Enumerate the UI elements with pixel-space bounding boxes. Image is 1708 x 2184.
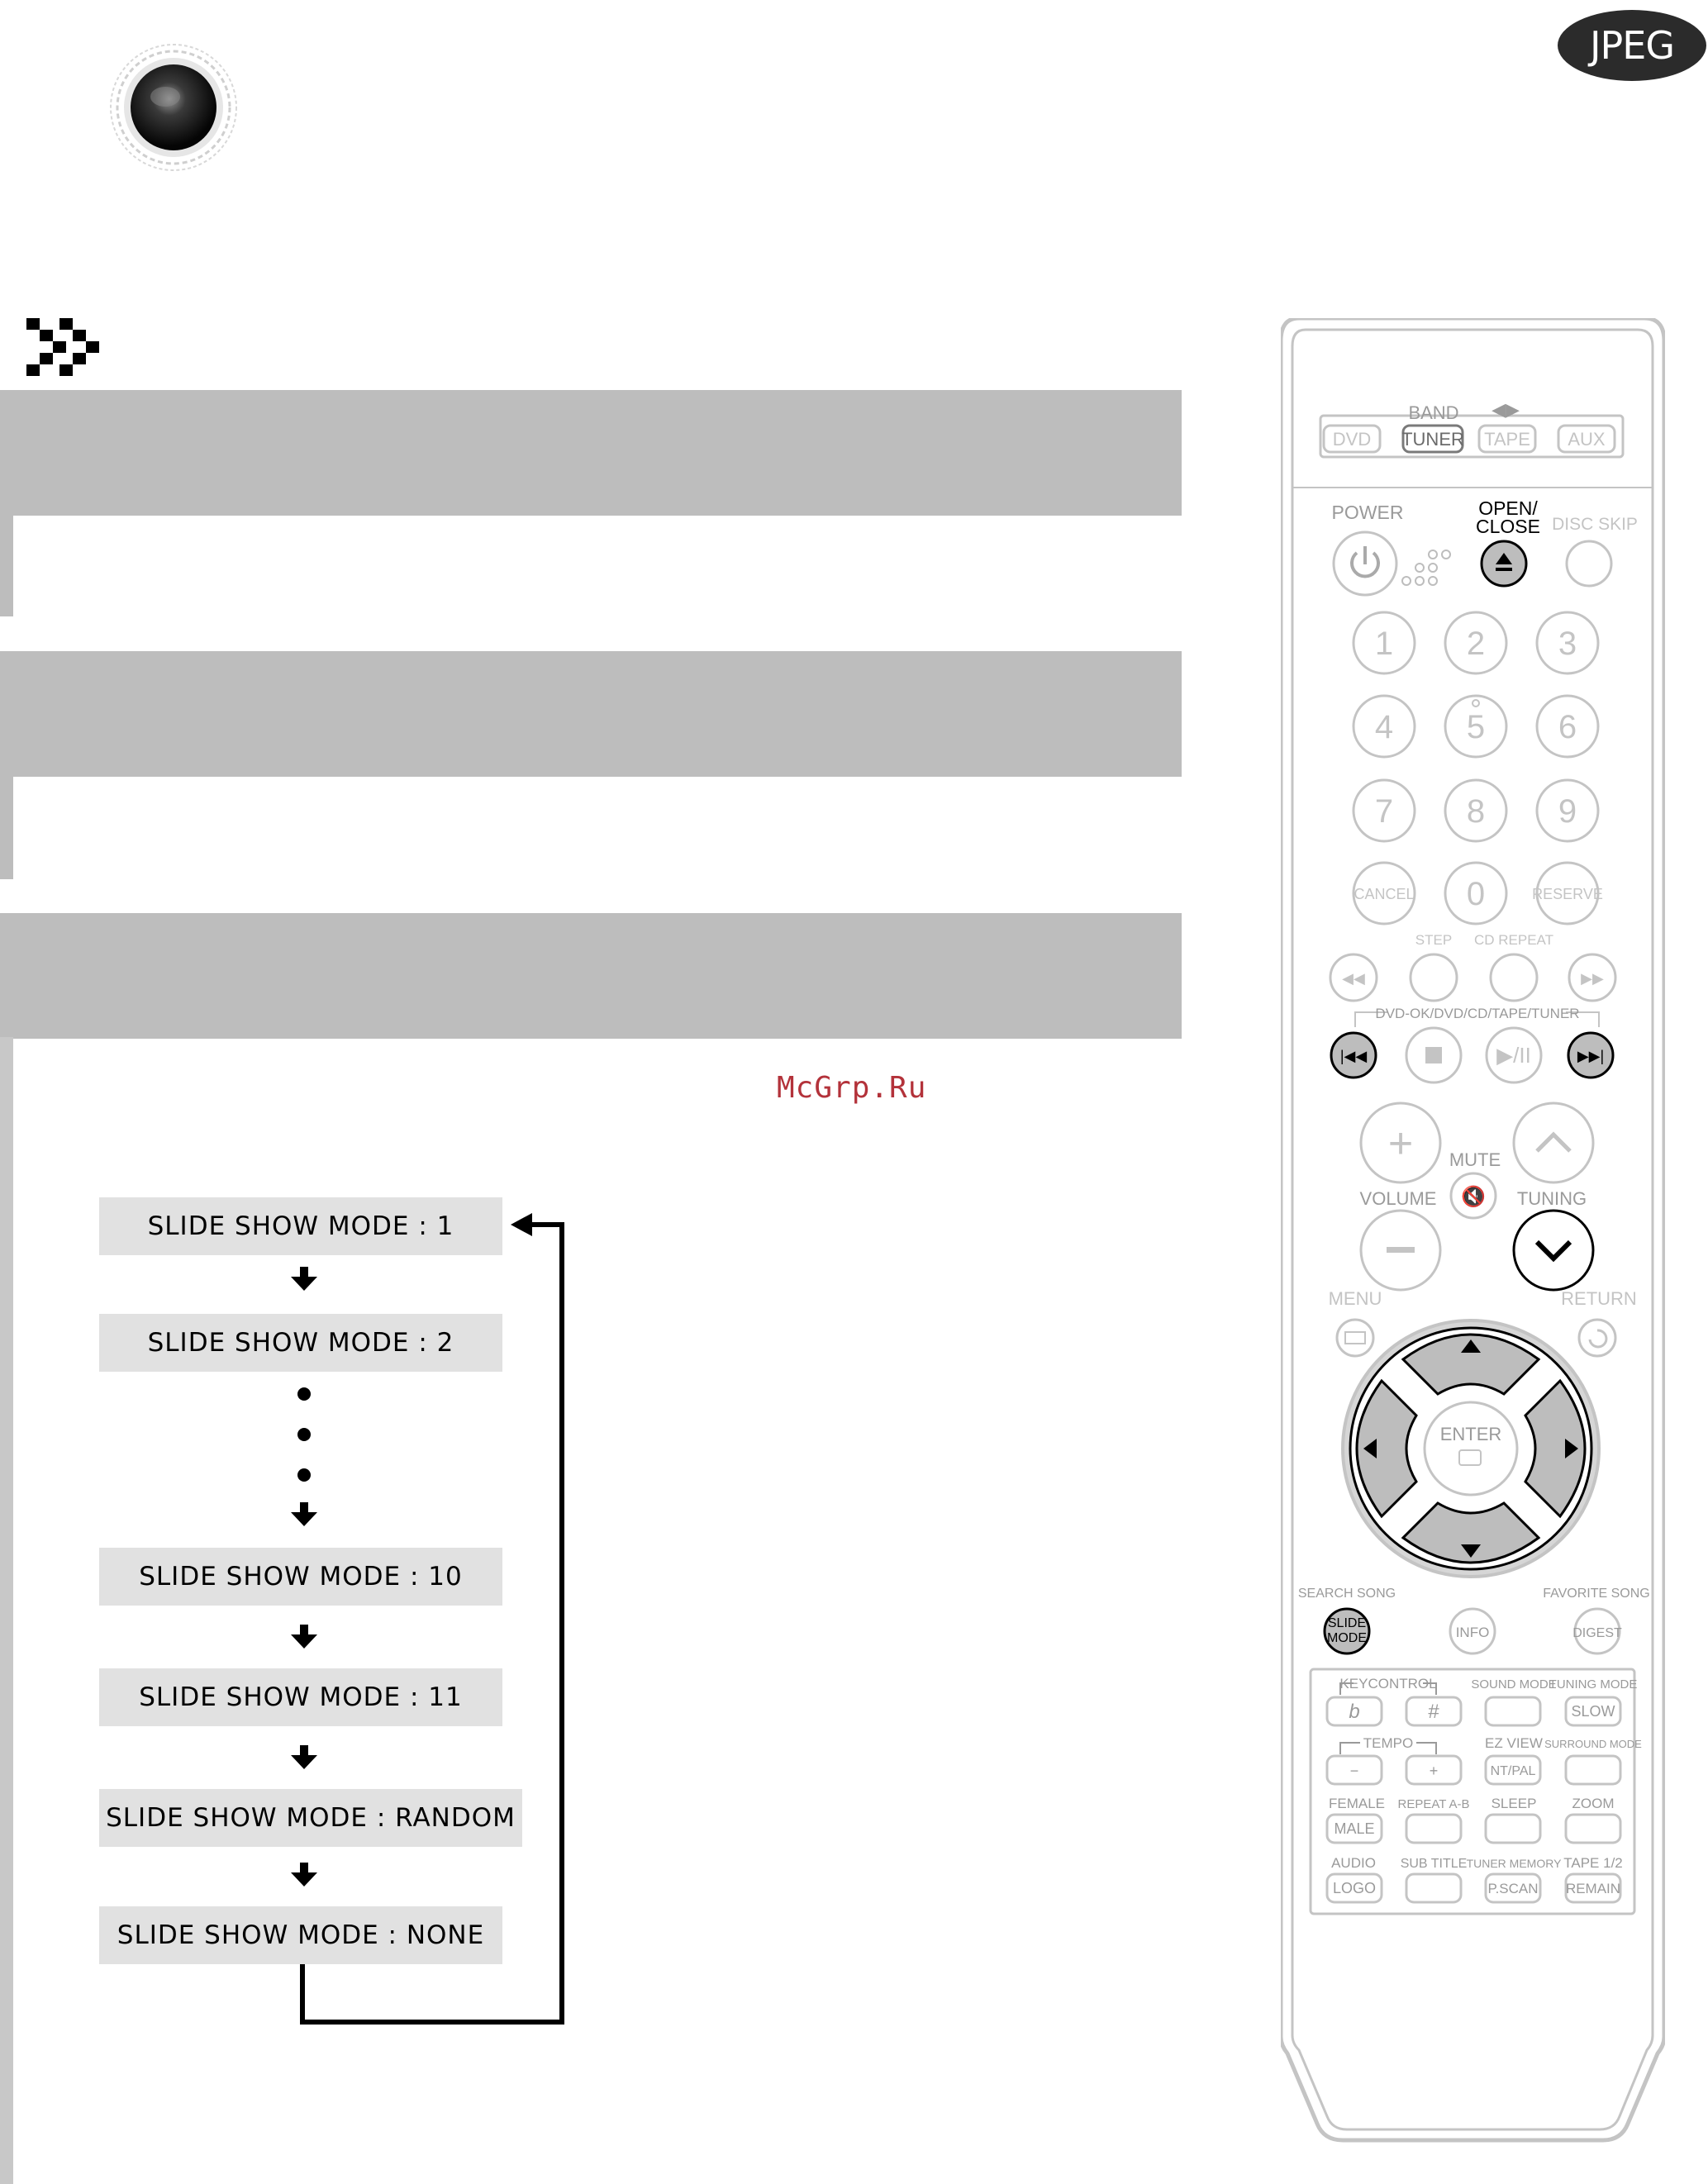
dvd-button[interactable] xyxy=(1324,426,1380,452)
volume-down-button[interactable] xyxy=(1361,1211,1440,1290)
cd-repeat-label: CD REPEAT xyxy=(1473,932,1554,948)
reserve-button[interactable] xyxy=(1532,863,1603,924)
search-song-label: SEARCH SONG xyxy=(1297,1587,1396,1601)
slow-button[interactable] xyxy=(1566,1697,1620,1725)
svg-text:+: + xyxy=(1429,1763,1439,1779)
mute-icon: 🔇 xyxy=(1461,1186,1486,1208)
down-arrow-icon xyxy=(291,1625,317,1649)
menu-icon xyxy=(1345,1332,1365,1344)
open-close-button[interactable] xyxy=(1482,541,1526,586)
aux-button[interactable] xyxy=(1558,426,1615,452)
svg-text:SLIDE: SLIDE xyxy=(1327,1616,1367,1630)
tuning-down-button[interactable] xyxy=(1514,1211,1593,1290)
audio-label: AUDIO xyxy=(1331,1855,1376,1871)
digit-4-button[interactable] xyxy=(1354,696,1415,757)
loop-back-arrow xyxy=(302,1213,562,2022)
logo-button[interactable] xyxy=(1327,1874,1382,1902)
svg-text:5: 5 xyxy=(1466,709,1486,745)
svg-text:DVD: DVD xyxy=(1332,429,1372,450)
previous-track-icon: |◀◀ xyxy=(1339,1048,1368,1064)
rewind-icon: ◀◀ xyxy=(1342,970,1365,987)
return-label: RETURN xyxy=(1561,1288,1637,1309)
previous-track-button[interactable] xyxy=(1331,1033,1376,1078)
power-label: POWER xyxy=(1331,502,1404,523)
step-label: STEP xyxy=(1415,932,1453,948)
digit-0-button[interactable] xyxy=(1445,863,1506,924)
volume-label: VOLUME xyxy=(1359,1188,1437,1209)
slide-mode-button[interactable] xyxy=(1325,1609,1369,1653)
svg-text:−: − xyxy=(1349,1763,1359,1779)
svg-text:1: 1 xyxy=(1374,626,1394,662)
svg-text:2: 2 xyxy=(1466,626,1486,662)
band-label: BAND xyxy=(1408,402,1459,423)
ez-view-label: EZ VIEW xyxy=(1485,1735,1543,1751)
play-pause-icon: ▶/II xyxy=(1496,1043,1531,1068)
minus-icon xyxy=(1387,1247,1415,1253)
svg-text:AUX: AUX xyxy=(1568,429,1606,450)
svg-text:DIGEST: DIGEST xyxy=(1572,1626,1622,1640)
female-label: FEMALE xyxy=(1328,1796,1386,1811)
svg-text:9: 9 xyxy=(1558,793,1577,830)
sub-title-label: SUB TITLE xyxy=(1400,1857,1468,1871)
svg-text:b: b xyxy=(1349,1701,1360,1723)
slide-show-mode-random: SLIDE SHOW MODE : RANDOM xyxy=(99,1789,522,1847)
digit-7-button[interactable] xyxy=(1354,780,1415,841)
svg-text:3: 3 xyxy=(1558,626,1577,662)
sound-mode-button[interactable] xyxy=(1486,1697,1540,1725)
digit-2-button[interactable] xyxy=(1445,612,1506,673)
tuner-button[interactable] xyxy=(1401,426,1464,452)
open-close-label-1: OPEN/ xyxy=(1478,497,1538,519)
plus-icon: + xyxy=(1387,1120,1414,1168)
sharp-button[interactable] xyxy=(1406,1697,1461,1725)
svg-text:RESERVE: RESERVE xyxy=(1532,886,1603,902)
tape-button[interactable] xyxy=(1479,426,1535,452)
down-arrow-icon xyxy=(291,1267,317,1291)
next-track-button[interactable] xyxy=(1568,1033,1613,1078)
menu-button[interactable] xyxy=(1337,1320,1373,1356)
favorite-song-label: FAVORITE SONG xyxy=(1543,1587,1650,1601)
zoom-label: ZOOM xyxy=(1572,1796,1615,1811)
male-button[interactable] xyxy=(1327,1815,1382,1843)
svg-text:#: # xyxy=(1428,1701,1439,1723)
svg-text:7: 7 xyxy=(1374,793,1394,830)
svg-text:TAPE: TAPE xyxy=(1484,429,1530,450)
slide-show-mode-1: SLIDE SHOW MODE : 1 xyxy=(99,1197,502,1255)
svg-text:SLOW: SLOW xyxy=(1571,1703,1615,1720)
transport-label: DVD-OK/DVD/CD/TAPE/TUNER xyxy=(1375,1006,1580,1021)
speaker-dots-icon xyxy=(1402,550,1450,585)
tape-1-2-label: TAPE 1/2 xyxy=(1563,1855,1623,1871)
svg-text:MODE: MODE xyxy=(1327,1631,1367,1645)
chevron-up-icon xyxy=(1537,1135,1570,1151)
return-icon xyxy=(1590,1330,1606,1347)
svg-text:TUNER: TUNER xyxy=(1401,429,1464,450)
cd-repeat-button[interactable] xyxy=(1491,954,1537,1001)
down-arrow-icon xyxy=(291,1863,317,1887)
slide-show-mode-10: SLIDE SHOW MODE : 10 xyxy=(99,1548,502,1606)
surround-mode-button[interactable] xyxy=(1566,1756,1620,1784)
tempo-minus-button[interactable] xyxy=(1327,1756,1382,1784)
jpeg-badge: JPEG xyxy=(1558,10,1706,81)
cancel-button[interactable] xyxy=(1354,863,1415,924)
remote-control xyxy=(1281,318,1665,2144)
next-track-icon: ▶▶| xyxy=(1577,1048,1605,1064)
surround-mode-label: SURROUND MODE xyxy=(1544,1738,1642,1750)
digit-8-button[interactable] xyxy=(1445,780,1506,841)
svg-text:8: 8 xyxy=(1466,793,1486,830)
sound-mode-label: SOUND MODE xyxy=(1471,1677,1557,1692)
pscan-button[interactable] xyxy=(1486,1874,1540,1902)
svg-text:6: 6 xyxy=(1558,709,1577,745)
svg-text:MALE: MALE xyxy=(1334,1820,1375,1837)
rewind-button[interactable] xyxy=(1330,954,1377,1001)
svg-text:INFO: INFO xyxy=(1455,1625,1490,1640)
ntpal-button[interactable] xyxy=(1486,1756,1540,1784)
down-arrow-icon xyxy=(291,1745,317,1769)
svg-text:4: 4 xyxy=(1374,709,1394,745)
tempo-label: TEMPO xyxy=(1363,1735,1414,1751)
tempo-plus-button[interactable] xyxy=(1406,1756,1461,1784)
svg-text:P.SCAN: P.SCAN xyxy=(1487,1881,1539,1896)
digit-3-button[interactable] xyxy=(1537,612,1598,673)
mute-button[interactable] xyxy=(1451,1173,1496,1218)
step-button[interactable] xyxy=(1411,954,1457,1001)
menu-label: MENU xyxy=(1328,1288,1382,1309)
disc-skip-button[interactable] xyxy=(1567,541,1611,586)
down-arrow-icon xyxy=(291,1502,317,1526)
flat-button[interactable] xyxy=(1327,1697,1382,1725)
chevron-down-icon xyxy=(1537,1242,1570,1259)
tuning-mode-label: TUNING MODE xyxy=(1549,1677,1638,1692)
volume-up-button[interactable] xyxy=(1361,1103,1440,1182)
watermark: McGrp.Ru xyxy=(777,1071,927,1105)
slide-show-mode-2: SLIDE SHOW MODE : 2 xyxy=(99,1314,502,1372)
svg-text:LOGO: LOGO xyxy=(1332,1880,1377,1896)
fast-forward-icon: ▶▶ xyxy=(1581,970,1604,987)
tuning-up-button[interactable] xyxy=(1514,1103,1593,1182)
zoom-button[interactable] xyxy=(1566,1815,1620,1843)
remain-button[interactable] xyxy=(1566,1874,1620,1902)
svg-text:ENTER: ENTER xyxy=(1439,1424,1502,1444)
tuner-memory-label: TUNER MEMORY xyxy=(1466,1857,1562,1870)
svg-text:◀▶: ◀▶ xyxy=(1492,399,1520,420)
info-button[interactable] xyxy=(1450,1609,1495,1653)
power-button[interactable] xyxy=(1334,532,1396,595)
digit-1-button[interactable] xyxy=(1354,612,1415,673)
svg-text:REMAIN: REMAIN xyxy=(1565,1881,1621,1896)
ellipsis-dots xyxy=(297,1387,311,1482)
sub-title-button[interactable] xyxy=(1406,1874,1461,1902)
slide-show-mode-11: SLIDE SHOW MODE : 11 xyxy=(99,1668,502,1726)
flow-down-arrows xyxy=(291,1267,317,1887)
repeat-ab-button[interactable] xyxy=(1406,1815,1461,1843)
svg-text:CANCEL: CANCEL xyxy=(1354,886,1415,902)
sleep-label: SLEEP xyxy=(1491,1796,1537,1811)
stop-button[interactable] xyxy=(1406,1028,1461,1082)
digest-button[interactable] xyxy=(1572,1609,1622,1653)
disc-skip-label: DISC SKIP xyxy=(1552,515,1638,534)
fast-forward-button[interactable] xyxy=(1569,954,1615,1001)
stop-icon xyxy=(1425,1047,1442,1063)
tuning-label: TUNING xyxy=(1516,1188,1587,1209)
svg-text:NT/PAL: NT/PAL xyxy=(1490,1764,1536,1778)
mute-label: MUTE xyxy=(1449,1149,1501,1170)
return-button[interactable] xyxy=(1579,1320,1615,1356)
open-close-label-2: CLOSE xyxy=(1476,516,1540,537)
digit-9-button[interactable] xyxy=(1537,780,1598,841)
keycontrol-label: KEYCONTROL xyxy=(1339,1676,1437,1692)
sleep-button[interactable] xyxy=(1486,1815,1540,1843)
slide-show-mode-none: SLIDE SHOW MODE : NONE xyxy=(99,1906,502,1964)
repeat-ab-label: REPEAT A-B xyxy=(1397,1797,1470,1811)
navigation-pad xyxy=(1343,1320,1599,1577)
enter-button[interactable] xyxy=(1425,1402,1517,1495)
play-pause-button[interactable] xyxy=(1487,1028,1541,1082)
digit-6-button[interactable] xyxy=(1537,696,1598,757)
svg-text:0: 0 xyxy=(1466,876,1486,912)
digit-5-button[interactable] xyxy=(1445,696,1506,757)
